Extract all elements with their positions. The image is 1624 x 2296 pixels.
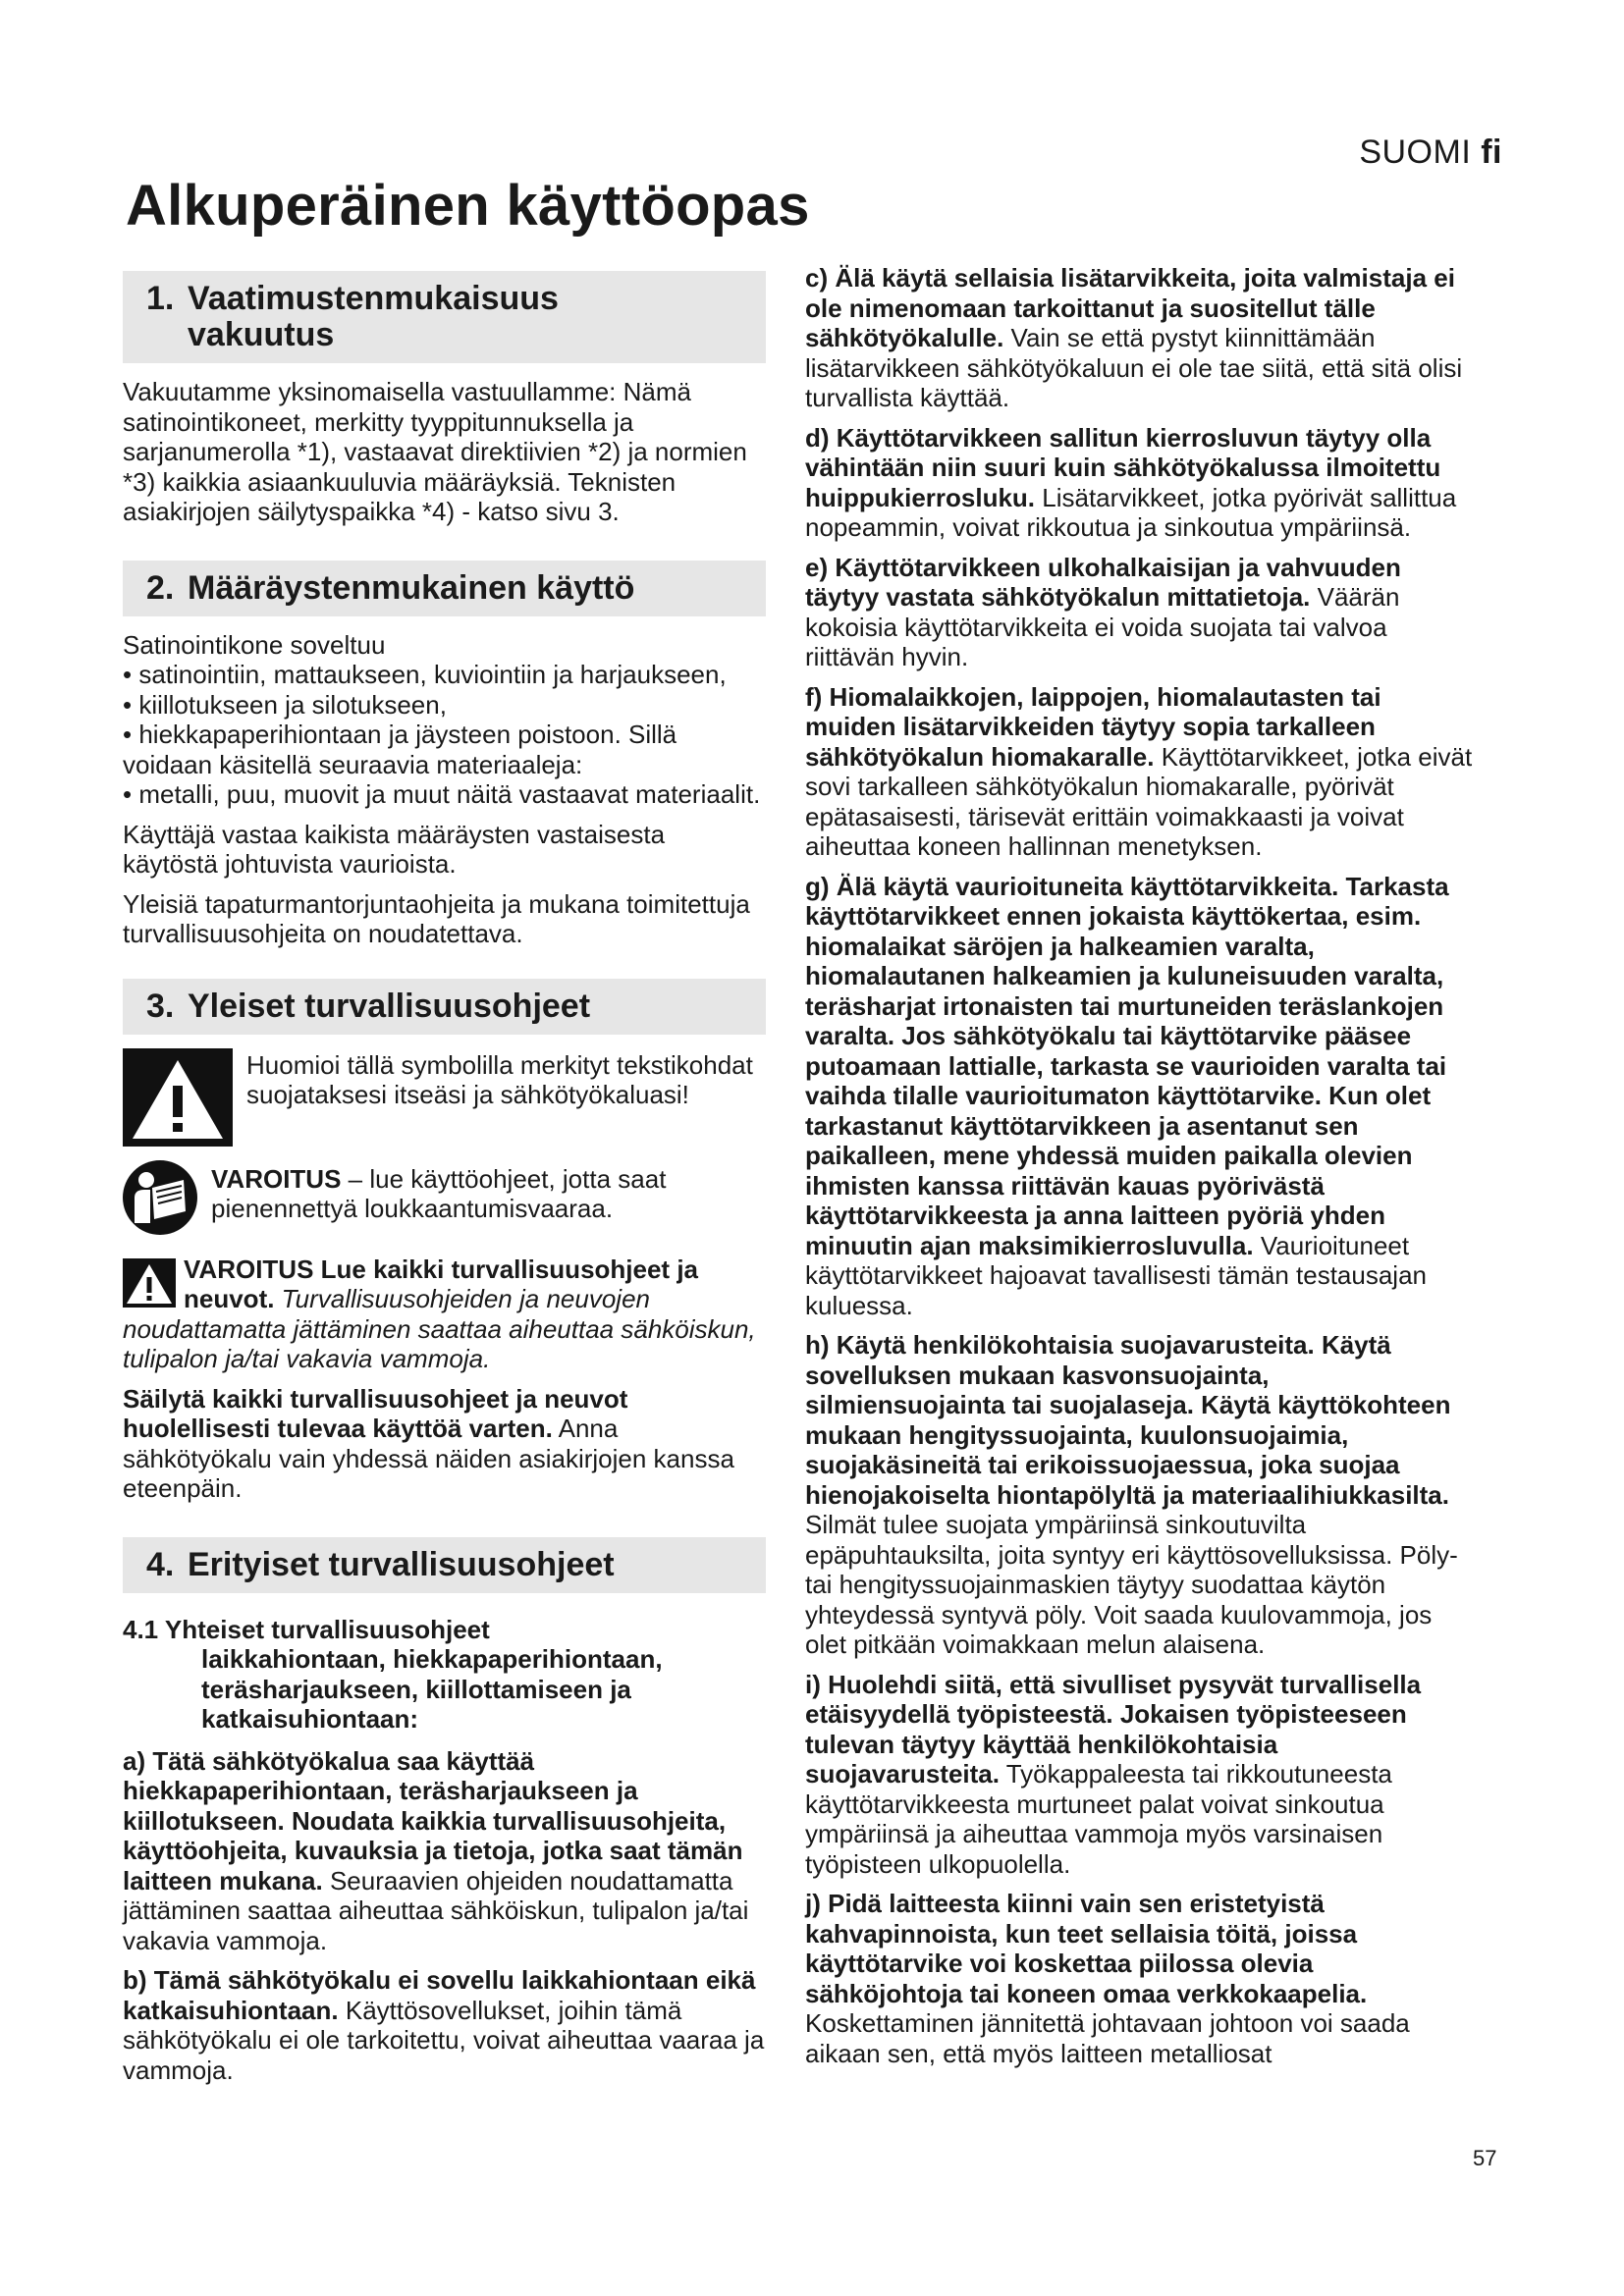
left-column [123,271,766,2095]
usage-bullet: • kiillotukseen ja silotukseen, [123,689,447,720]
instruction-h-text: Silmät tulee suojata ympäriinsä sinkoutuvilta epäpuhtauksilta, joita syntyy eri käyttösovelluksissa. Pöly- tai hengityssuojainmaskien täytyy suodattaa käytön yhteydessä syntyvä pöly. Voit saada kuulovammoja, jos olet pitkään voimakkaan melun alaisena. [805,1510,1458,1659]
accident-prevention-text: Yleisiä tapaturmantorjuntaohjeita ja mukana toimitettuja turvallisuusohjeita on noudatettava. [123,888,750,948]
instruction-e-text: Väärän kokoisia käyttötarvikkeita ei voida suojata tai valvoa riittävän hyvin. [805,582,1400,671]
instruction-a [123,1746,766,1956]
language-name: SUOMI [1359,133,1472,171]
instruction-a-text: Seuraavien ohjeiden noudattamatta jättäminen saattaa aiheuttaa sähköiskun, tulipalon ja/tai vakavia vammoja. [123,1865,749,1955]
language-code: fi [1481,133,1502,171]
section-4-heading [123,1537,766,1593]
instruction-j-bold: j) Pidä laitteesta kiinni vain sen eristetyistä kahvapinnoista, kun teet sellaisia töitä, joissa käyttötarvike voi koskettaa piilossa olevia sähköjohtoja tai koneen omaa verkkokaapelia. [805,1889,1368,2008]
instruction-b [123,1965,766,2085]
section-2-heading [123,561,766,616]
page-title: Alkuperäinen käyttöopas [126,174,810,238]
instruction-h [805,1330,1473,1660]
instruction-f-text: Käyttötarvikkeet, jotka eivät sovi tarkalleen sähkötyökalun hiomakaralle, pyörivät epätasaisesti, tärisevät erittäin voimakkaasti ja voivat aiheuttaa koneen hallinnan menetyksen. [805,741,1473,861]
section-number: 4. [146,1545,175,1583]
section-3-heading [123,979,766,1035]
instruction-j [805,1889,1473,2068]
instruction-e-bold: e) Käyttötarvikkeen ulkohalkaisijan ja vahvuuden täytyy vastata sähkötyökalun mittatietoja. [805,552,1401,612]
instruction-c-bold: c) Älä käytä sellaisia lisätarvikkeita, joita valmistaja ei ole nimenomaan tarkoittanut ja suositellut tälle sähkötyökalulle. [805,263,1455,352]
instruction-d-text: Lisätarvikkeet, jotka pyörivät sallittua nopeammin, voivat rikkoutua ja sinkoutua ympäriinsä. [805,482,1457,542]
instruction-e [805,553,1473,672]
instruction-i-text: Työkappaleesta tai rikkoutuneesta käyttötarvikkeesta murtuneet palat voivat sinkoutua ympäriinsä ja aiheuttaa vammoja myös varsinaisen työpisteen ulkopuolella. [805,1759,1392,1879]
language-label [1335,133,1502,172]
section-1-heading [123,271,766,363]
warning-body: – lue käyttöohjeet, jotta saat pienennettyä loukkaantumisvaaraa. [211,1163,667,1223]
usage-bullet: • hiekkapaperihiontaan ja jäysteen poistoon. Sillä voidaan käsitellä seuraavia materiaaleja: [123,720,677,779]
general-warning-italic: Turvallisuusohjeiden ja neuvojen noudattamatta jättäminen saattaa aiheuttaa sähköiskun, tulipalon ja/tai vakavia vammoja. [123,1284,756,1373]
instruction-h-bold: h) Käytä henkilökohtaisia suojavarusteita. Käytä sovelluksen mukaan kasvonsuojainta, silmiensuojainta tai suojalaseja. Käytä käyttökohteen mukaan hengityssuojainta, kuulonsuojaimia, suojakäsineitä tai erikoissuojaessua, joka suojaa hienojakoiselta hiontapölyltä ja materiaalihiukkasilta. [805,1330,1451,1510]
instruction-j-text: Koskettaminen jännitettä johtavaan johtoon voi saada aikaan sen, että myös laitteen metalliosat [805,2008,1410,2068]
section-number: 2. [146,568,175,607]
instruction-i-bold: i) Huolehdi siitä, että sivulliset pysyvät turvallisella etäisyydellä työpisteestä. Jokaisen työpisteeseen tulevan täytyy käyttää henkilökohtaisia suojavarusteita. [805,1669,1422,1789]
section-title: Määräystenmukainen käyttö [188,568,635,607]
read-manual-text [211,1158,766,1224]
warning-triangle-icon [123,1048,233,1147]
instruction-d [805,423,1473,543]
instruction-a-bold: a) Tätä sähkötyökalua saa käyttää hiekkapaperihiontaan, teräsharjaukseen ja kiillotukseen. Noudata kaikkia turvallisuusohjeita, käyttöohjeita, kuvauksia ja tietoja, jotka saat tämän laitteen mukana. [123,1745,743,1896]
instruction-f [805,682,1473,862]
section-title: Erityiset turvallisuusohjeet [188,1545,615,1583]
warning-label: VAROITUS [211,1163,342,1194]
keep-instructions-text: Anna sähkötyökalu vain yhdessä näiden asiakirjojen kanssa eteenpäin. [123,1414,734,1503]
instruction-c-text: Vain se että pystyt kiinnittämään lisätarvikkeen sähkötyökaluun ei ole tae siitä, että sitä olisi turvallista käyttää. [805,323,1463,412]
instruction-i [805,1670,1473,1880]
usage-bullet: • satinointiin, mattaukseen, kuviointiin ja harjaukseen, [123,660,727,689]
subsection-title-rest: laikkahiontaan, hiekkapaperihiontaan, teräsharjaukseen, kiillottamiseen ja katkaisuhiontaan: [201,1644,663,1734]
instruction-c [805,263,1473,413]
warning-symbol-note [123,1048,766,1147]
instruction-g-bold: g) Älä käytä vaurioituneita käyttötarvikkeita. Tarkasta käyttötarvikkeet ennen jokaista käyttökertaa, esim. hiomalaikat säröjen ja halkeamien varalta, hiomalautanen halkeamien ja kuluneisuuden varalta, teräsharjat irtonaisten tai murtuneiden teräslankojen varalta. Jos sähkötyökalu tai käyttötarvike pääsee putoamaan lattialle, tarkasta se vaurioiden varalta tai vaihda tilalle vaurioitumaton käyttötarvike. Kun olet tarkastanut käyttötarvikkeen ja asentanut sen paikalleen, mene yhdessä muiden paikalla olevien ihmisten kanssa riittävän kauas pyörivästä käyttötarvikkeesta ja anna laitteen pyöriä yhden minuutin ajan maksimikierrosluvulla. [805,871,1449,1260]
page-number: 57 [1473,2146,1497,2170]
right-column [805,263,1473,2078]
subsection-title-first: Yhteiset turvallisuusohjeet [164,1614,490,1644]
general-warning-bold: VAROITUS Lue kaikki turvallisuusohjeet ja neuvot. [184,1254,698,1313]
subsection-4-1-heading [123,1615,766,1735]
read-manual-icon [121,1158,199,1237]
subsection-number: 4.1 [123,1614,159,1644]
instruction-g-text: Vaurioituneet käyttötarvikkeet hajoavat tavallisesti tämän testausajan kuluessa. [805,1230,1428,1320]
liability-text: Käyttäjä vastaa kaikista määräysten vastaisesta käytöstä johtuvista vaurioista. [123,819,666,879]
instruction-b-text: Käyttösovellukset, joihin tämä sähkötyökalu ei ole tarkoitettu, voivat aiheuttaa vaaraa ja vammoja. [123,1995,765,2085]
read-manual-warning [121,1158,766,1237]
section-title-line1: Vaatimustenmukaisuus [188,280,559,317]
section-title: Yleiset turvallisuusohjeet [188,987,591,1025]
general-warning [123,1255,766,1374]
conformity-text: Vakuutamme yksinomaisella vastuullamme: Nämä satinointikoneet, merkitty tyyppitunnuksella ja sarjanumerolla *1), vastaavat direktiivien *2) ja normien *3) kaikkia asiaankuuluvia määräyksiä. Teknisten asiakirjojen säilytyspaikka *4) - katso sivu 3. [123,377,747,526]
warning-symbol-text: Huomioi tällä symbolilla merkityt tekstikohdat suojataksesi itseäsi ja sähkötyökaluasi! [246,1049,753,1109]
keep-instructions [123,1384,766,1504]
usage-bullet: • metalli, puu, muovit ja muut näitä vastaavat materiaalit. [123,779,761,809]
usage-intro: Satinointikone soveltuu [123,629,386,660]
warning-triangle-small-icon [123,1258,176,1308]
section-title-line2: vakuutus [188,316,335,353]
instruction-b-bold: b) Tämä sähkötyökalu ei sovellu laikkahiontaan eikä katkaisuhiontaan. [123,1965,756,2025]
instruction-f-bold: f) Hiomalaikkojen, laippojen, hiomalautasten tai muiden lisätarvikkeiden täytyy sopia tarkalleen sähkötyökalun hiomakaralle. [805,681,1381,772]
section-number: 1. [146,280,175,317]
section-number: 3. [146,987,175,1025]
instruction-d-bold: d) Käyttötarvikkeen sallitun kierrosluvun täytyy olla vähintään niin suuri kuin sähkötyökalussa ilmoitettu huippukierrosluku. [805,422,1441,512]
instruction-g [805,872,1473,1321]
keep-instructions-bold: Säilytä kaikki turvallisuusohjeet ja neuvot huolellisesti tulevaa käyttöä varten. [123,1383,628,1443]
